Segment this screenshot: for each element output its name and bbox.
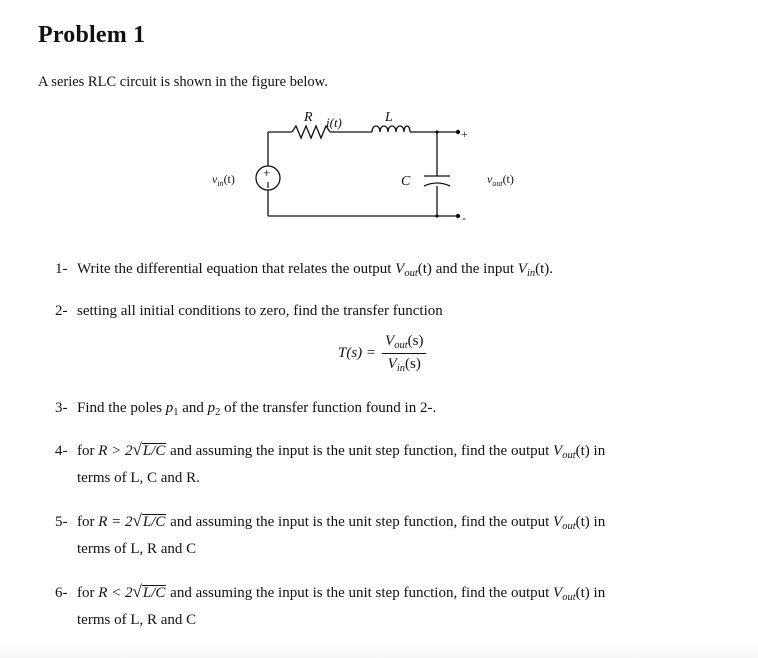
question-5: 5- for R = 2√L/C and assuming the input is the unit step function, find the output $V_{out}(t)$ in [55,511,606,532]
tf-numerator: $V_{out}(s)$ [382,333,426,354]
question-number: 3- [55,400,68,416]
capacitor-label: C [401,174,411,189]
output-terminal-minus [456,214,460,218]
sqrt-symbol: √ [132,440,142,459]
source-v: v [212,172,218,186]
condition: R > 2 [98,443,133,459]
question-4-continuation: terms of L, C and R. [77,470,200,486]
transfer-function-formula [338,333,426,374]
question-text-mid: and [178,400,208,416]
question-3 [55,399,436,422]
question-text-end: in [589,443,606,459]
resistor [292,126,330,138]
pole-2-subscript: 2 [215,407,221,418]
sqrt-body: L/C [142,514,166,530]
resistor-label: R [304,110,313,125]
output-minus-label: - [462,211,466,225]
source-voltage-label [212,172,235,188]
condition: R = 2 [98,514,133,530]
vout-subscript: out [404,268,418,279]
node-dot-bottom [435,214,438,217]
question-6: 6- for R < 2√L/C and assuming the input is the unit step function, find the output $V_{out}(t)$ in [55,582,606,603]
inductor [372,126,410,132]
sqrt-body: L/C [142,585,166,601]
question-text: Find the poles [77,400,166,416]
output-terminal-plus [456,130,460,134]
question-2 [55,302,443,320]
question-4: 4- for R > 2√L/C and assuming the input is the unit step function, find the output $V_{out}(t)$ in [55,440,606,461]
question-number: 4- [55,443,68,459]
output-plus-label: + [461,127,468,141]
current-label: i(t) [326,115,342,130]
output-sub: out [492,179,503,188]
source-plus-sign: + [263,165,271,180]
t-arg: (t) [417,261,432,277]
question-number: 6- [55,585,68,601]
question-text-mid: and assuming the input is the unit step function, find the output [166,443,554,459]
question-5-continuation: terms of L, R and C [77,541,197,557]
question-text-mid: and assuming the input is the unit step function, find the output [166,585,554,601]
tf-denominator: $V_{in}(s)$ [387,356,421,374]
question-text: setting all initial conditions to zero, find the transfer function [77,303,443,319]
condition: R < 2 [98,585,133,601]
question-text-end: in [589,514,606,530]
problem-title: Problem 1 [38,22,146,48]
sqrt-symbol: √ [132,511,142,530]
sqrt-symbol: √ [132,582,142,601]
pole-1-subscript: 1 [173,407,179,418]
source-sub: in [217,179,224,188]
source-arg: (t) [223,172,235,186]
question-number: 1- [55,261,68,277]
question-number: 5- [55,514,68,530]
output-arg: (t) [502,172,514,186]
question-text-end: of the transfer function found in 2-. [220,400,437,416]
vin-subscript: in [526,268,536,279]
question-text: for [77,514,99,530]
vout-symbol: V [395,261,405,277]
pole-1: p [165,400,174,416]
question-text: for [77,443,99,459]
tf-lhs: T(s) = [338,345,377,361]
intro-text: A series RLC circuit is shown in the figure below. [38,74,328,90]
question-6-continuation: terms of L, R and C [77,612,197,628]
inductor-label: L [385,110,393,125]
question-text-mid: and the input [431,261,518,277]
output-v: v [487,172,493,186]
tf-fraction [382,333,426,374]
question-text-mid: and assuming the input is the unit step function, find the output [166,514,554,530]
node-dot-top [435,130,438,133]
question-text: for [77,585,99,601]
question-text-end: . [549,261,554,277]
t-arg: (t) [535,261,550,277]
output-voltage-label [487,172,514,188]
question-number: 2- [55,303,68,319]
capacitor-plate-bottom [424,183,450,186]
vin-symbol: V [517,261,527,277]
sqrt-body: L/C [142,443,166,459]
question-text: Write the differential equation that relates the output [77,261,396,277]
question-text-end: in [589,585,606,601]
question-1 [55,260,553,283]
pole-2: p [207,400,216,416]
